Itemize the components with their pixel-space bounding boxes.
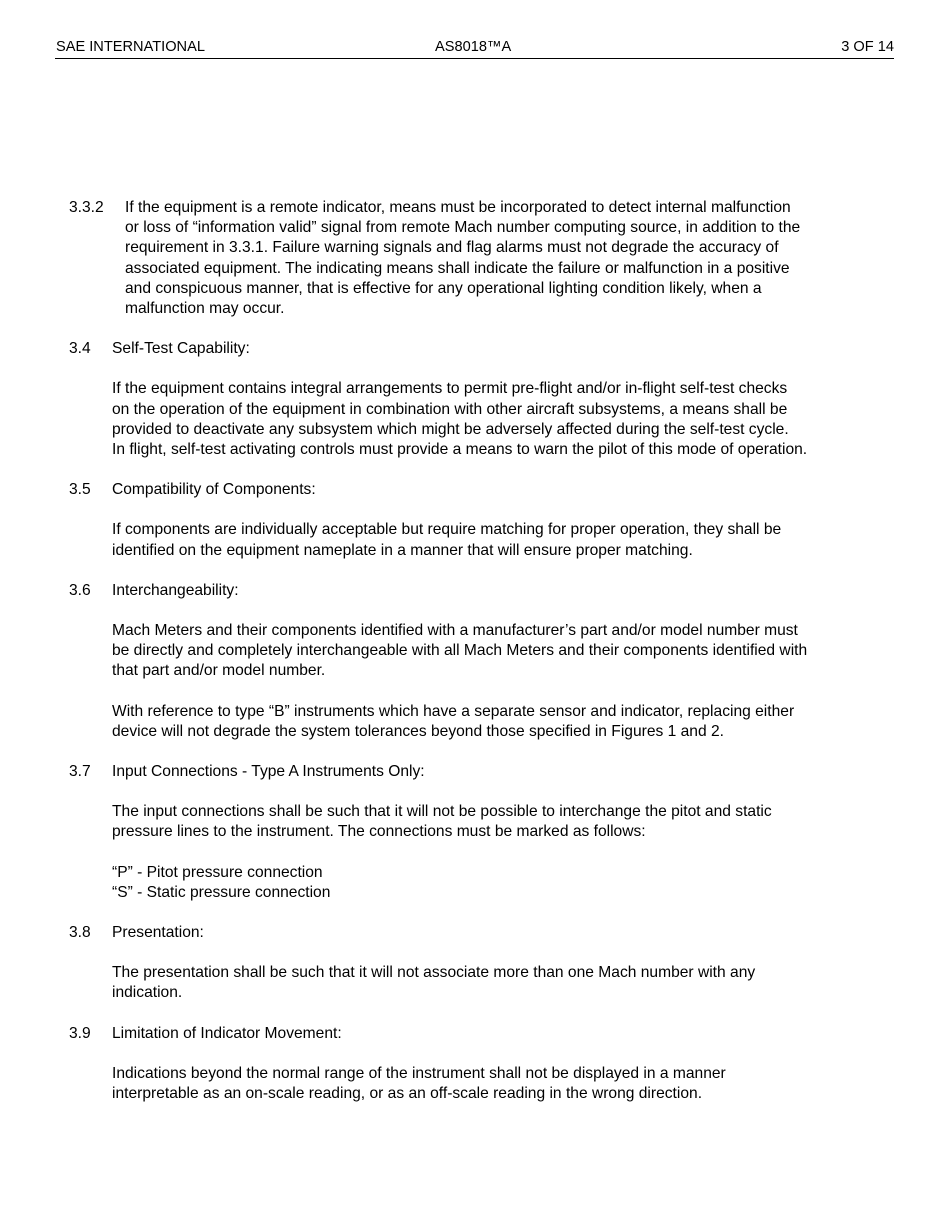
paragraph-line: provided to deactivate any subsystem which might be adversely affected during the self-test cycle. <box>112 420 789 438</box>
section-3-6-body-1 <box>69 621 899 682</box>
section-title: Presentation: <box>112 924 204 942</box>
section-3-5-body <box>69 520 899 560</box>
section-3-5-heading <box>69 480 899 500</box>
paragraph-line: Mach Meters and their components identified with a manufacturer’s part and/or model number must <box>112 622 798 640</box>
paragraph-line: If the equipment is a remote indicator, means must be incorporated to detect internal malfunction <box>125 199 791 216</box>
section-3-4-heading <box>69 339 899 359</box>
paragraph-line: identified on the equipment nameplate in a manner that will ensure proper matching. <box>112 541 693 559</box>
paragraph-line: If the equipment contains integral arrangements to permit pre-flight and/or in-flight self-test checks <box>112 380 788 398</box>
paragraph-line: The input connections shall be such that it will not be possible to interchange the pitot and static <box>112 803 772 821</box>
paragraph-line: requirement in 3.3.1. Failure warning signals and flag alarms must not degrade the accuracy of <box>125 239 779 257</box>
section-3-6-body-2 <box>69 702 899 742</box>
header-page-number: 3 OF 14 <box>841 39 894 55</box>
paragraph-line: pressure lines to the instrument. The connections must be marked as follows: <box>112 823 646 841</box>
paragraph-line: be directly and completely interchangeable with all Mach Meters and their components identified with <box>112 642 808 660</box>
header-org: SAE INTERNATIONAL <box>56 39 205 55</box>
marking-pitot: “P” - Pitot pressure connection <box>112 863 323 881</box>
header-doc-id: AS8018™A <box>435 39 512 55</box>
paragraph-line: If components are individually acceptable but require matching for proper operation, they shall be <box>112 521 782 539</box>
paragraph-line: interpretable as an on-scale reading, or as an off-scale reading in the wrong direction. <box>112 1085 703 1103</box>
paragraph-line: and conspicuous manner, that is effective for any operational lighting condition likely, when a <box>125 279 762 297</box>
page-header <box>55 38 894 59</box>
section-title: Interchangeability: <box>112 581 239 599</box>
section-number: 3.9 <box>69 1024 91 1042</box>
section-title: Compatibility of Components: <box>112 481 316 499</box>
section-number: 3.5 <box>69 481 91 499</box>
paragraph-line: In flight, self-test activating controls must provide a means to warn the pilot of this mode of operation. <box>112 441 808 459</box>
section-number: 3.6 <box>69 581 91 599</box>
paragraph-line: indication. <box>112 984 183 1002</box>
section-3-4-body <box>69 379 899 460</box>
section-3-6-heading <box>69 581 899 601</box>
paragraph-line: With reference to type “B” instruments which have a separate sensor and indicator, replacing either <box>112 702 795 720</box>
section-3-8-heading <box>69 923 899 943</box>
section-3-8-body <box>69 963 899 1003</box>
paragraph-line: that part and/or model number. <box>112 662 326 680</box>
document-body <box>69 198 899 1104</box>
section-3-9-heading <box>69 1024 899 1044</box>
section-3-3-2 <box>69 198 899 319</box>
section-title: Input Connections - Type A Instruments Only: <box>112 763 425 781</box>
section-number: 3.4 <box>69 340 91 358</box>
paragraph-line: malfunction may occur. <box>125 300 285 318</box>
section-3-7-body <box>69 802 899 842</box>
section-title: Limitation of Indicator Movement: <box>112 1024 342 1042</box>
section-3-9-body <box>69 1064 899 1104</box>
section-number: 3.8 <box>69 924 91 942</box>
marking-static: “S” - Static pressure connection <box>112 883 331 901</box>
section-3-7-heading <box>69 762 899 782</box>
section-number: 3.7 <box>69 763 91 781</box>
paragraph-line: associated equipment. The indicating means shall indicate the failure or malfunction in a positive <box>125 259 790 277</box>
section-number: 3.3.2 <box>69 199 104 216</box>
section-title: Self-Test Capability: <box>112 340 250 358</box>
paragraph-line: Indications beyond the normal range of the instrument shall not be displayed in a manner <box>112 1064 726 1082</box>
paragraph-line: device will not degrade the system tolerances beyond those specified in Figures 1 and 2. <box>112 722 724 740</box>
section-3-7-markings <box>69 863 899 903</box>
paragraph-line: or loss of “information valid” signal from remote Mach number computing source, in addition to the <box>125 219 801 237</box>
paragraph-line: on the operation of the equipment in combination with other aircraft subsystems, a means shall be <box>112 400 788 418</box>
paragraph-line: The presentation shall be such that it will not associate more than one Mach number with any <box>112 964 756 982</box>
